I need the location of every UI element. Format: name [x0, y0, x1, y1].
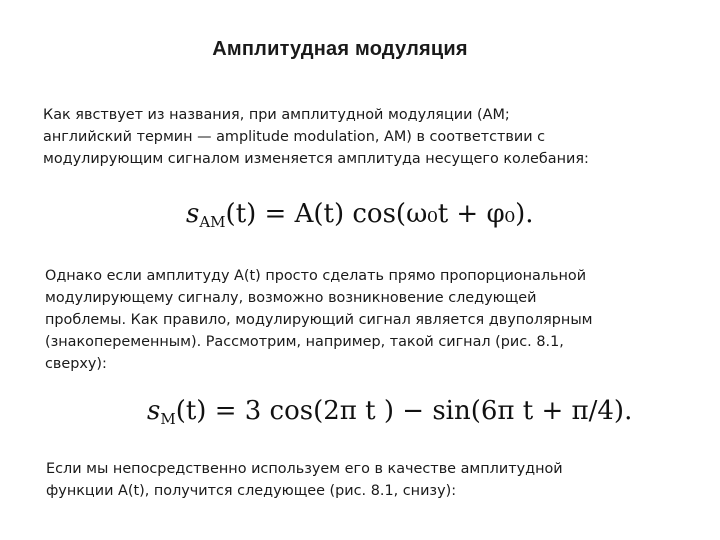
text-line: (знакопеременным). Рассмотрим, например, такой сигнал (рис. 8.1,: [45, 334, 564, 350]
text-line: сверху):: [45, 356, 107, 372]
conclusion-paragraph: [46, 458, 701, 502]
formula-symbol: s: [186, 199, 200, 229]
page-title: Амплитудная модуляция: [212, 38, 468, 60]
formula-subscript: AM: [199, 213, 226, 231]
text-line: Однако если амплитуду A(t) просто сделать прямо пропорциональной: [45, 268, 587, 284]
text-line: модулирующим сигналом изменяется амплитуда несущего колебания:: [43, 151, 589, 167]
intro-paragraph: [43, 104, 708, 170]
formula-subscript: M: [160, 410, 176, 428]
text-line: проблемы. Как правило, модулирующий сигнал является двуполярным: [45, 312, 593, 328]
formula-symbol: s: [147, 396, 161, 426]
formula-expression: (t) = 3 cos(2π t ) − sin(6π t + π/4).: [175, 396, 633, 426]
text-line: английский термин — amplitude modulation, AM) в соответствии с: [43, 129, 546, 145]
text-line: модулирующему сигналу, возможно возникновение следующей: [45, 290, 537, 306]
modulating-signal-formula: [147, 396, 632, 428]
formula-expression: (t) = A(t) cos(ω₀t + φ₀).: [225, 199, 534, 229]
problem-paragraph: [45, 265, 700, 375]
text-line: Как явствует из названия, при амплитудной модуляции (АМ;: [43, 107, 510, 123]
text-line: Если мы непосредственно используем его в качестве амплитудной: [46, 461, 563, 477]
text-line: функции A(t), получится следующее (рис. 8.1, снизу):: [46, 483, 457, 499]
am-signal-formula: [186, 199, 534, 231]
